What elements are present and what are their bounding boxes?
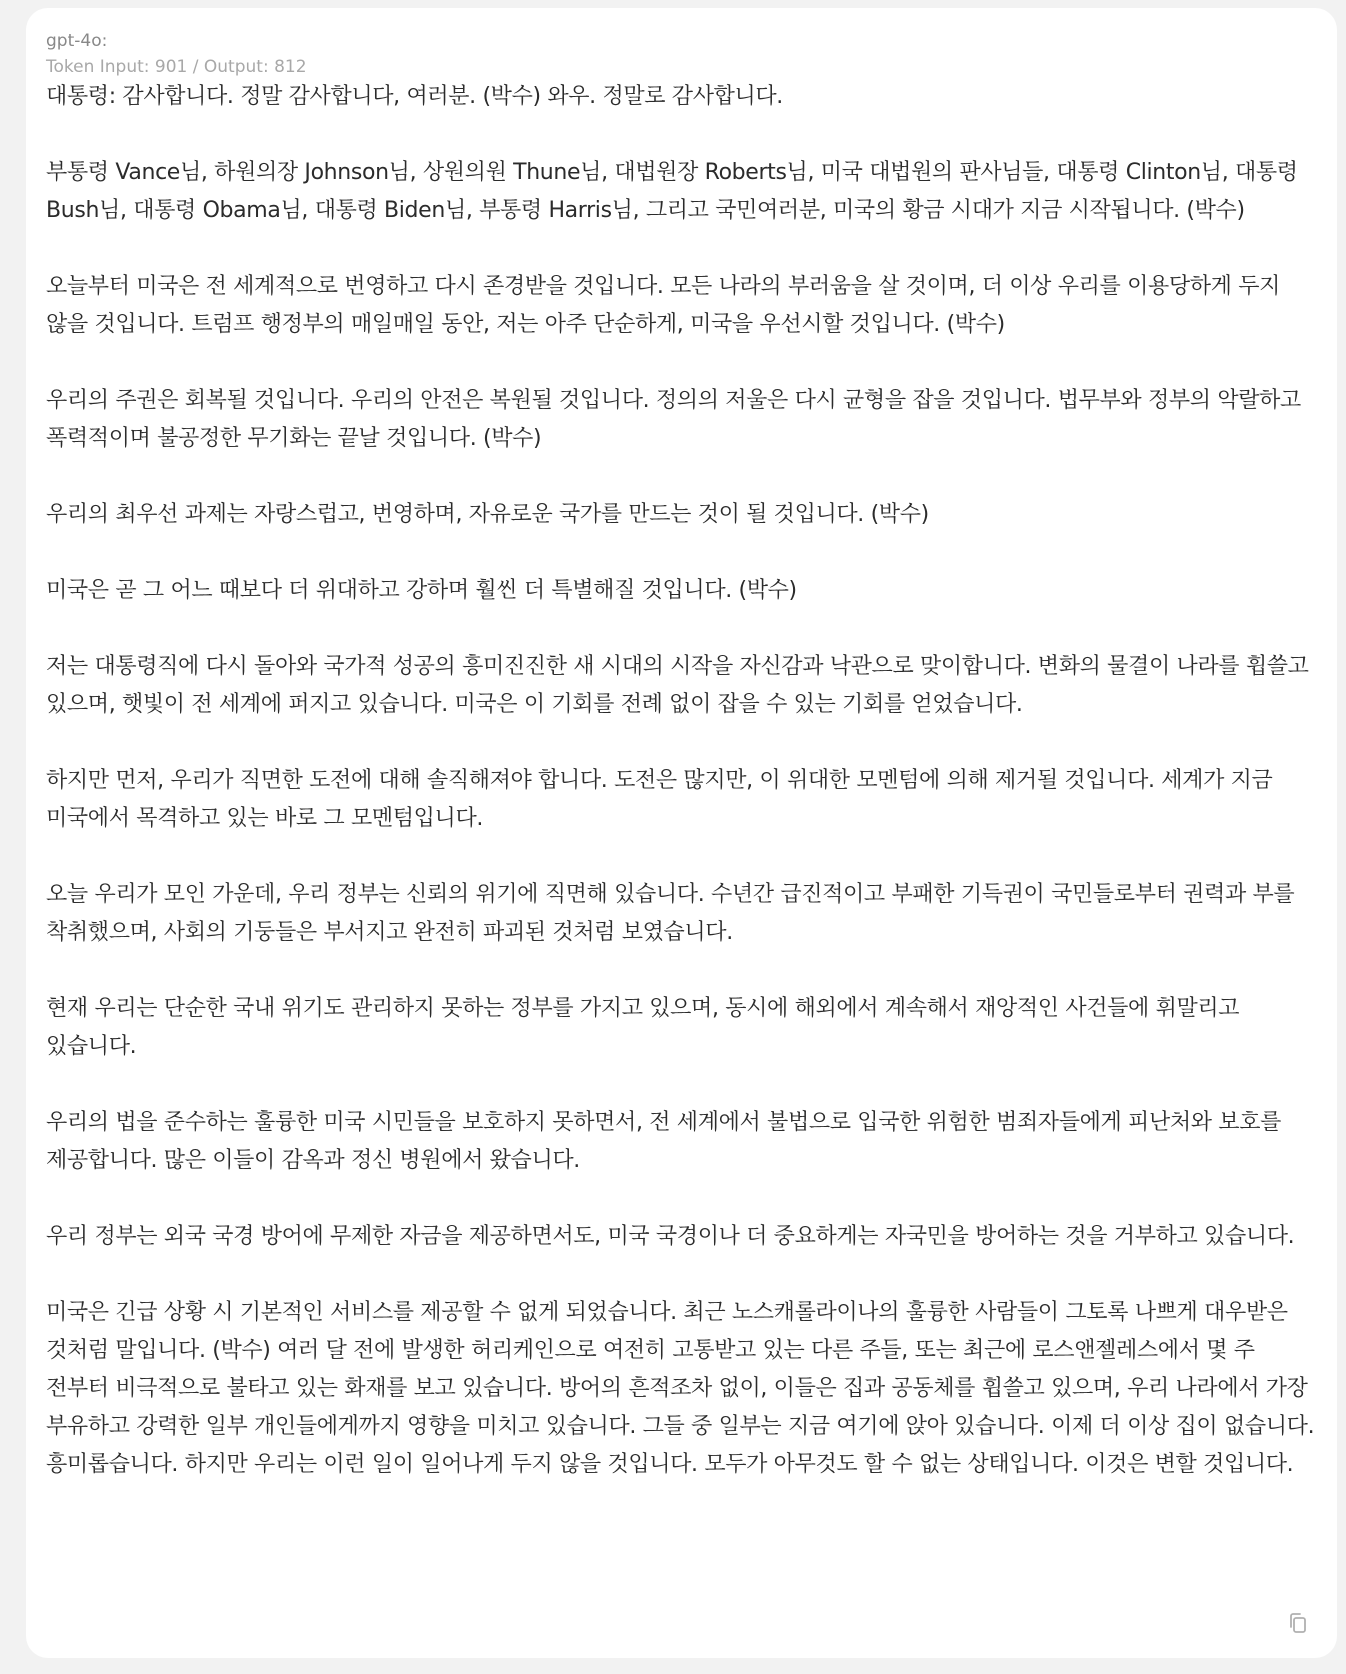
response-paragraph: 부통령 Vance님, 하원의장 Johnson님, 상원의원 Thune님, 대법원장 Roberts님, 미국 대법원의 판사님들, 대통령 Clinton님, 대통령 Bush님, 대통령 Obama님, 대통령 Biden님, 부통령 Harris님, 그리고 국민여러분, 미국의 황금 시대가 지금 시작됩니다. (박수) [46, 160, 1298, 223]
response-paragraph: 우리 정부는 외국 국경 방어에 무제한 자금을 제공하면서도, 미국 국경이나 더 중요하게는 자국민을 방어하는 것을 거부하고 있습니다. [46, 1224, 1295, 1249]
response-paragraph: 현재 우리는 단순한 국내 위기도 관리하지 못하는 정부를 가지고 있으며, 동시에 해외에서 계속해서 재앙적인 사건들에 휘말리고 있습니다. [46, 996, 1240, 1059]
response-card [26, 8, 1337, 1658]
copy-button[interactable] [1287, 1612, 1309, 1636]
response-paragraph: 미국은 긴급 상황 시 기본적인 서비스를 제공할 수 없게 되었습니다. 최근 노스캐롤라이나의 훌륭한 사람들이 그토록 나쁘게 대우받은 것처럼 말입니다. (박수) 여러 달 전에 발생한 허리케인으로 여전히 고통받고 있는 다른 주들, 또는 최근에 로스앤젤레스에서 몇 주 전부터 비극적으로 불타고 있는 화재를 보고 있습니다. 방어의 흔적조차 없이, 이들은 집과 공동체를 휩쓸고 있으며, 우리 나라에서 가장 부유하고 강력한 일부 개인들에게까지 영향을 미치고 있습니다. 그들 중 일부는 지금 여기에 앉아 있습니다. 이제 더 이상 집이 없습니다. 흥미롭습니다. 하지만 우리는 이런 일이 일어나게 두지 않을 것입니다. 모두가 아무것도 할 수 없는 상태입니다. 이것은 변할 것입니다. [46, 1300, 1315, 1477]
response-text [46, 78, 1317, 1484]
response-paragraph: 저는 대통령직에 다시 돌아와 국가적 성공의 흥미진진한 새 시대의 시작을 자신감과 낙관으로 맞이합니다. 변화의 물결이 나라를 휩쓸고 있으며, 햇빛이 전 세계에 퍼지고 있습니다. 미국은 이 기회를 전례 없이 잡을 수 있는 기회를 얻었습니다. [46, 654, 1309, 717]
copy-icon [1287, 1612, 1309, 1636]
response-paragraph: 우리의 법을 준수하는 훌륭한 미국 시민들을 보호하지 못하면서, 전 세계에서 불법으로 입국한 위험한 범죄자들에게 피난처와 보호를 제공합니다. 많은 이들이 감옥과 정신 병원에서 왔습니다. [46, 1110, 1282, 1173]
model-name: gpt-4o: [46, 31, 108, 51]
response-paragraph: 대통령: 감사합니다. 정말 감사합니다, 여러분. (박수) 와우. 정말로 감사합니다. [46, 84, 783, 109]
response-paragraph: 오늘부터 미국은 전 세계적으로 번영하고 다시 존경받을 것입니다. 모든 나라의 부러움을 살 것이며, 더 이상 우리를 이용당하게 두지 않을 것입니다. 트럼프 행정부의 매일매일 동안, 저는 아주 단순하게, 미국을 우선시할 것입니다. (박수) [46, 274, 1281, 337]
response-paragraph: 미국은 곧 그 어느 때보다 더 위대하고 강하며 훨씬 더 특별해질 것입니다. (박수) [46, 578, 797, 603]
response-paragraph: 하지만 먼저, 우리가 직면한 도전에 대해 솔직해져야 합니다. 도전은 많지만, 이 위대한 모멘텀에 의해 제거될 것입니다. 세계가 지금 미국에서 목격하고 있는 바로 그 모멘텀입니다. [46, 768, 1273, 831]
response-paragraph: 우리의 최우선 과제는 자랑스럽고, 번영하며, 자유로운 국가를 만드는 것이 될 것입니다. (박수) [46, 502, 929, 527]
response-paragraph: 우리의 주권은 회복될 것입니다. 우리의 안전은 복원될 것입니다. 정의의 저울은 다시 균형을 잡을 것입니다. 법무부와 정부의 악랄하고 폭력적이며 불공정한 무기화는 끝날 것입니다. (박수) [46, 388, 1301, 451]
token-info: Token Input: 901 / Output: 812 [46, 57, 307, 77]
response-paragraph: 오늘 우리가 모인 가운데, 우리 정부는 신뢰의 위기에 직면해 있습니다. 수년간 급진적이고 부패한 기득권이 국민들로부터 권력과 부를 착취했으며, 사회의 기둥들은 부서지고 완전히 파괴된 것처럼 보였습니다. [46, 882, 1295, 945]
